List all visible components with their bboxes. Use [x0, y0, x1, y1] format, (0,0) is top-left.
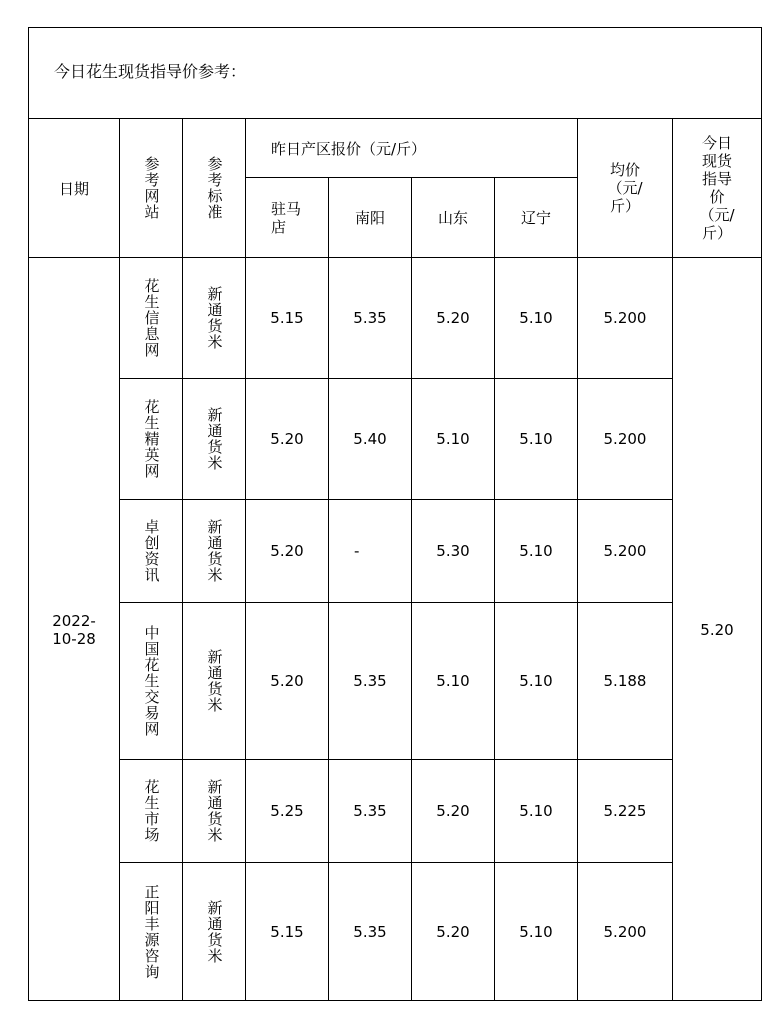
header-site-label: 参考网站 — [142, 156, 161, 220]
region-label: 山东 — [437, 209, 468, 227]
header-today-guide-label: 今日现货指导价（元/斤） — [699, 134, 735, 242]
date-value: 2022-10-28 — [52, 611, 96, 648]
price-value: - — [354, 542, 360, 560]
avg-cell — [578, 863, 672, 1001]
price-cell — [329, 258, 411, 378]
price-value: 5.10 — [436, 430, 470, 448]
avg-value: 5.200 — [603, 309, 647, 327]
price-cell — [246, 379, 328, 499]
price-value: 5.10 — [519, 430, 553, 448]
avg-value: 5.200 — [603, 430, 647, 448]
price-cell — [495, 258, 577, 378]
price-value: 5.20 — [270, 672, 304, 690]
price-cell — [495, 379, 577, 499]
site-name: 中国花生交易网 — [142, 625, 161, 737]
table-row-standard — [183, 603, 245, 759]
price-cell — [246, 863, 328, 1001]
price-cell — [412, 500, 494, 602]
site-name: 正阳丰源咨询 — [142, 884, 161, 980]
table-row-site — [120, 258, 182, 378]
price-value: 5.20 — [436, 309, 470, 327]
avg-cell — [578, 500, 672, 602]
price-value: 5.20 — [270, 430, 304, 448]
standard-name: 新通货米 — [205, 286, 224, 350]
header-site — [120, 119, 182, 257]
price-table — [28, 27, 762, 1001]
header-date — [29, 119, 119, 257]
price-cell — [246, 258, 328, 378]
standard-name: 新通货米 — [205, 900, 224, 964]
price-value: 5.10 — [519, 923, 553, 941]
price-cell — [412, 258, 494, 378]
price-cell — [246, 500, 328, 602]
price-value: 5.35 — [353, 802, 387, 820]
site-name: 花生市场 — [142, 779, 161, 843]
header-today-guide — [673, 119, 761, 257]
price-value: 5.10 — [436, 672, 470, 690]
today-guide-value: 5.20 — [700, 620, 734, 639]
price-cell — [412, 603, 494, 759]
region-label: 驻马店 — [271, 199, 302, 236]
header-region-liaoning — [495, 178, 577, 257]
price-value: 5.15 — [270, 309, 304, 327]
price-value: 5.20 — [270, 542, 304, 560]
price-cell — [495, 500, 577, 602]
header-region-nanyang — [329, 178, 411, 257]
price-value: 5.35 — [353, 923, 387, 941]
standard-name: 新通货米 — [205, 649, 224, 713]
table-row-standard — [183, 500, 245, 602]
avg-value: 5.200 — [603, 923, 647, 941]
price-value: 5.35 — [353, 309, 387, 327]
table-row-site — [120, 500, 182, 602]
price-cell — [495, 760, 577, 862]
site-name: 卓创资讯 — [142, 519, 161, 583]
price-value: 5.20 — [436, 923, 470, 941]
price-value: 5.10 — [519, 309, 553, 327]
price-value: 5.30 — [436, 542, 470, 560]
avg-cell — [578, 379, 672, 499]
header-yesterday-quote-label: 昨日产区报价（元/斤） — [271, 139, 427, 158]
avg-value: 5.188 — [603, 672, 647, 690]
header-standard — [183, 119, 245, 257]
price-value: 5.10 — [519, 672, 553, 690]
table-row-standard — [183, 379, 245, 499]
price-value: 5.25 — [270, 802, 304, 820]
table-row-site — [120, 863, 182, 1001]
price-cell — [246, 760, 328, 862]
price-cell — [329, 863, 411, 1001]
price-cell — [246, 603, 328, 759]
region-label: 辽宁 — [520, 209, 551, 227]
standard-name: 新通货米 — [205, 407, 224, 471]
table-title: 今日花生现货指导价参考： — [54, 62, 247, 81]
header-avg-label: 均价（元/斤） — [607, 161, 643, 215]
header-date-label: 日期 — [58, 179, 89, 198]
price-value: 5.10 — [519, 802, 553, 820]
price-cell — [412, 760, 494, 862]
avg-cell — [578, 603, 672, 759]
table-row-site — [120, 603, 182, 759]
price-cell — [495, 863, 577, 1001]
price-cell — [329, 379, 411, 499]
header-avg — [578, 119, 672, 257]
site-name: 花生精英网 — [142, 399, 161, 479]
price-cell — [329, 603, 411, 759]
price-value: 5.40 — [353, 430, 387, 448]
table-row-site — [120, 760, 182, 862]
price-cell — [412, 863, 494, 1001]
price-value: 5.35 — [353, 672, 387, 690]
price-cell — [495, 603, 577, 759]
region-label: 南阳 — [354, 209, 385, 227]
table-row-standard — [183, 760, 245, 862]
standard-name: 新通货米 — [205, 779, 224, 843]
price-value: 5.15 — [270, 923, 304, 941]
header-region-shandong — [412, 178, 494, 257]
table-row-standard — [183, 863, 245, 1001]
avg-cell — [578, 258, 672, 378]
table-row-standard — [183, 258, 245, 378]
avg-value: 5.225 — [603, 802, 647, 820]
today-guide-cell — [673, 258, 761, 1001]
price-value: 5.20 — [436, 802, 470, 820]
site-name: 花生信息网 — [142, 278, 161, 358]
price-value: 5.10 — [519, 542, 553, 560]
price-cell — [329, 500, 411, 602]
standard-name: 新通货米 — [205, 519, 224, 583]
header-yesterday-quote — [246, 119, 577, 177]
price-cell — [329, 760, 411, 862]
header-standard-label: 参考标准 — [205, 156, 224, 220]
avg-cell — [578, 760, 672, 862]
avg-value: 5.200 — [603, 542, 647, 560]
date-cell — [29, 258, 119, 1001]
price-cell — [412, 379, 494, 499]
title-row — [29, 28, 761, 119]
header-region-zhumadian — [246, 178, 328, 257]
table-row-site — [120, 379, 182, 499]
